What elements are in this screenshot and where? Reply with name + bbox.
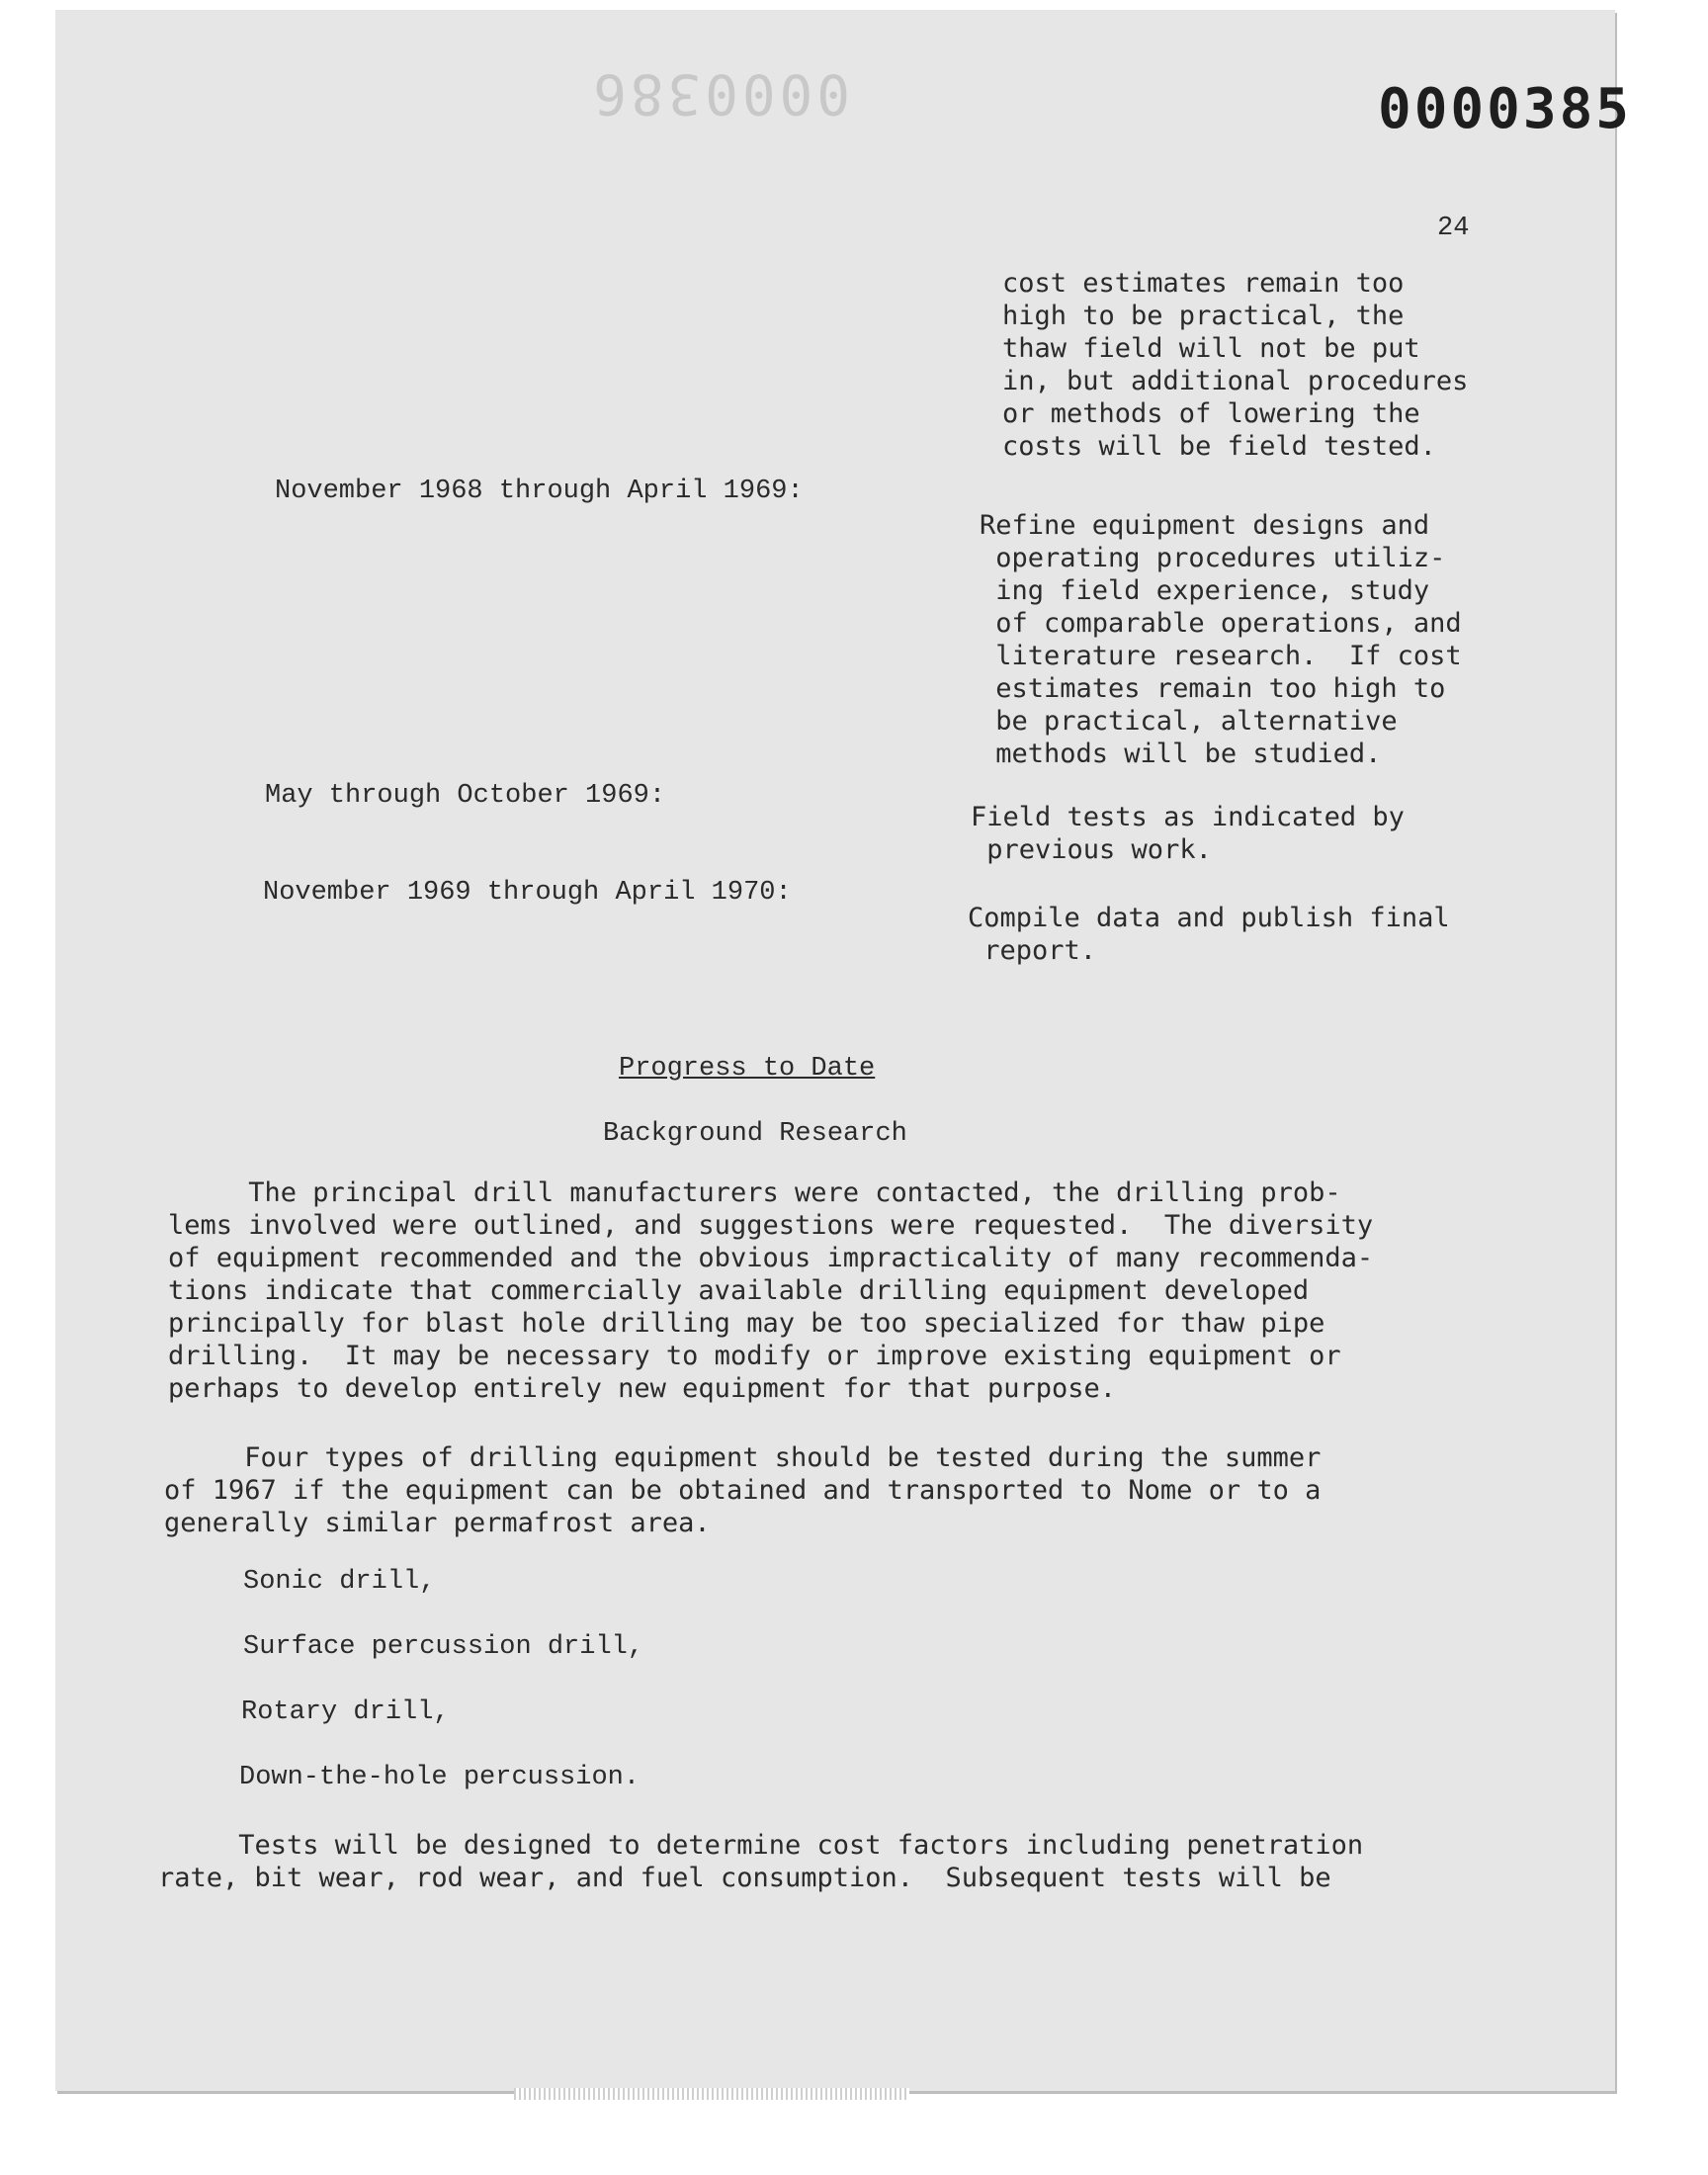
schedule-description-1: Refine equipment designs and operating procedures utiliz- ing field experience, study of comparable operations, and literature research. If cost estimates remain too high to be practical, alternative methods will be studied. [980, 510, 1462, 769]
schedule-date-1: November 1968 through April 1969: [275, 477, 804, 506]
document-stamp-number: 0000385 [1378, 77, 1633, 141]
scan-edge-artifact [514, 2088, 909, 2100]
bleed-through-stamp: 0000386 [589, 61, 851, 126]
schedule-description-3: Compile data and publish final report. [968, 903, 1450, 966]
page-number: 24 [1437, 214, 1470, 243]
subsection-title: Background Research [603, 1119, 907, 1149]
drill-list-item: Rotary drill, [241, 1697, 450, 1727]
drill-list-item: Sonic drill, [243, 1567, 436, 1597]
paragraph-background-research: The principal drill manufacturers were contacted, the drilling prob- lems involved were outlined, and suggestions were requested. The diversity of equipment recommended and the obvious impracticality of many recommenda- tions indicate that commercially available drilling equipment developed principally for blast hole drilling may be too specialized for thaw pipe drilling. It may be necessary to modify or improve existing equipment or perhaps to develop entirely new equipment for that purpose. [168, 1177, 1374, 1404]
paragraph-drilling-equipment: Four types of drilling equipment should be tested during the summer of 1967 if the equipment can be obtained and transported to Nome or to a generally similar permafrost area. [164, 1442, 1322, 1538]
section-title: Progress to Date [619, 1054, 876, 1084]
document-page [55, 10, 1633, 2091]
continuation-text: cost estimates remain too high to be practical, the thaw field will not be put in, but additional procedures or methods of lowering the costs will be field tested. [1002, 268, 1469, 462]
drill-list-item: Surface percussion drill, [243, 1632, 644, 1662]
paragraph-tests: Tests will be designed to determine cost factors including penetration rate, bit wear, rod wear, and fuel consumption. Subsequent tests will be [158, 1830, 1364, 1893]
schedule-date-2: May through October 1969: [265, 781, 666, 811]
schedule-date-3: November 1969 through April 1970: [263, 878, 792, 908]
schedule-description-2: Field tests as indicated by previous work. [971, 802, 1405, 865]
drill-list-item: Down-the-hole percussion. [239, 1763, 640, 1792]
